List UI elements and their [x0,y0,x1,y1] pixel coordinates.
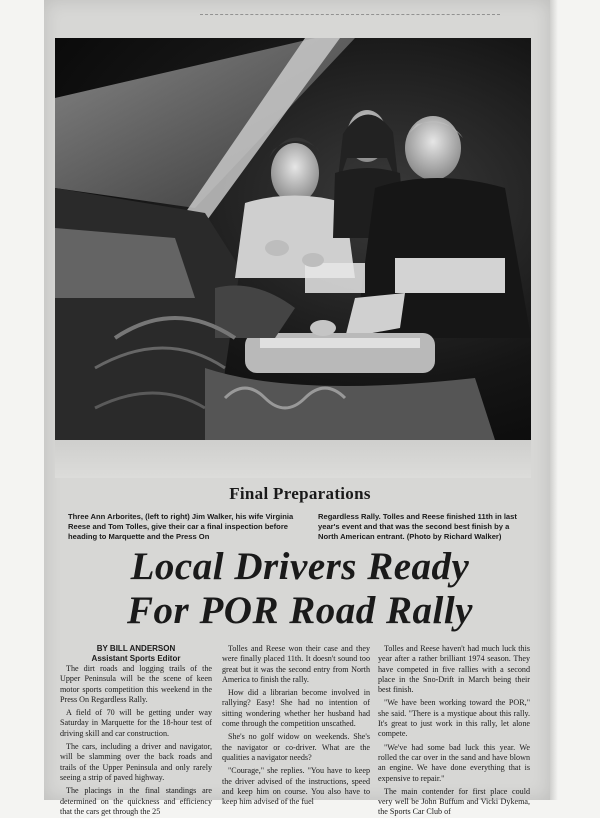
paragraph: "Courage," she replies. "You have to keep the driver advised of the instructions, speed and keep him on course. You also have to keep him advised of the fuel [222,766,370,807]
paragraph: The dirt roads and logging trails of the Upper Peninsula will be the scene of keen motor sports competition this weekend in the Press On Regardless Rally. [60,664,212,704]
paragraph: Tolles and Reese won their case and they were finally placed 11th. It doesn't sound too great but it was the second entry from North America to finish the rally. [222,644,370,684]
paragraph: A field of 70 will be getting under way Saturday in Marquette for the 18-hour test of driving skill and car construction. [60,708,212,738]
paragraph: The cars, including a driver and navigator, will be slamming over the back roads and trails of the Upper Peninsula and only rarely seeing a strip of paved highway. [60,742,212,782]
article-column-3 [378,644,530,817]
headline-line-2: For POR Road Rally [127,589,473,632]
photo-caption-right: Regardless Rally. Tolles and Reese finished 11th in last year's event and that was the second best finish by a North American entrant. (Photo by Richard Walker) [318,512,517,541]
photo-bottom-band [55,440,531,478]
paragraph: Tolles and Reese haven't had much luck this year after a rather brilliant 1974 season. They have competed in five rallies with a second place in the Sno-Drift in March being their best finish. [378,644,530,695]
paragraph: How did a librarian become involved in rallying? Easy! She had no intention of sitting wondering whether her husband had come through the competition unscathed. [222,688,370,729]
torn-edge-marks [200,14,500,27]
photo-caption-left: Three Ann Arborites, (left to right) Jim Walker, his wife Virginia Reese and Tom Tolles, give their car a final inspection before heading to Marquette and the Press On [68,512,294,541]
clipping-edge [550,0,558,800]
article-column-2 [222,644,370,807]
rally-car-photo [55,38,531,440]
byline-role: Assistant Sports Editor [91,654,181,663]
byline-author: BY BILL ANDERSON [96,644,176,653]
photo-illustration [55,38,531,440]
photo-caption-title: Final Preparations [229,484,371,503]
headline-line-1: Local Drivers Ready [130,545,470,588]
paragraph: She's no golf widow on weekends. She's the navigator or co-driver. What are the qualities a navigator needs? [222,732,370,762]
paragraph: The placings in the final standings are determined on the quickness and efficiency that the cars get through the 25 [60,786,212,816]
paragraph: "We've had some bad luck this year. We rolled the car over in the sand and have blown an engine. We have done everything that is expensive to repair." [378,742,530,783]
paragraph: The main contender for first place could very well be John Buffum and Vicki Dykema, the Sports Car Club of [378,786,530,817]
paragraph: "We have been working toward the POR," she said. "There is a mystique about this rally. It's great to just work in this rally, let alone compete. [378,698,530,739]
article-column-1 [60,644,212,816]
